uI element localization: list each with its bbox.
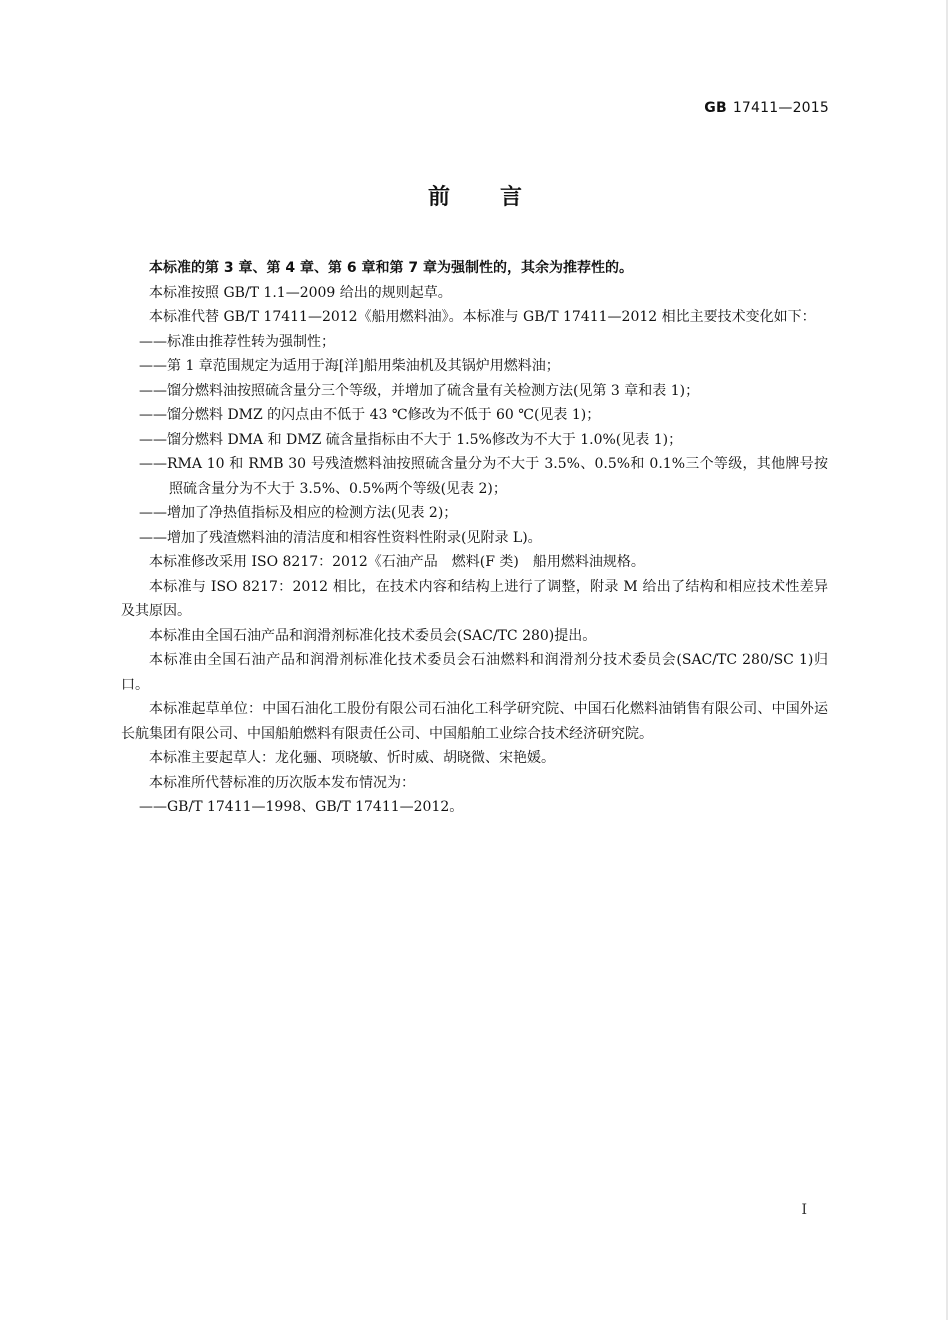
- paragraph: 本标准由全国石油产品和润滑剂标准化技术委员会(SAC/TC 280)提出。: [149, 627, 597, 644]
- paragraph: 本标准的第 3 章、第 4 章、第 6 章和第 7 章为强制性的，其余为推荐性的。: [149, 260, 633, 276]
- list-item: ——标准由推荐性转为强制性；: [139, 333, 335, 350]
- paragraph: 本标准按照 GB/T 1.1—2009 给出的规则起草。: [149, 284, 452, 301]
- paragraph: 本标准修改采用 ISO 8217：2012《石油产品 燃料(F 类) 船用燃料油规格。: [149, 554, 645, 570]
- page-number: I: [801, 1202, 807, 1218]
- list-item: ——第 1 章范围规定为适用于海[洋]船用柴油机及其锅炉用燃料油；: [139, 358, 560, 374]
- standard-prefix: GB: [704, 100, 727, 116]
- list-item: ——馏分燃料油按照硫含量分三个等级，并增加了硫含量有关检测方法(见第 3 章和表 1)；: [139, 382, 700, 399]
- paragraph: 本标准由全国石油产品和润滑剂标准化技术委员会石油燃料和润滑剂分技术委员会(SAC/TC 280/SC 1)归口。: [121, 652, 828, 693]
- paragraph: 本标准主要起草人：龙化骊、项晓敏、忻时威、胡晓微、宋艳媛。: [149, 750, 555, 766]
- foreword-body: [121, 256, 828, 820]
- paragraph: 本标准代替 GB/T 17411—2012《船用燃料油》。本标准与 GB/T 17411—2012 相比主要技术变化如下：: [149, 309, 816, 325]
- paragraph: 本标准起草单位：中国石油化工股份有限公司石油化工科学研究院、中国石化燃料油销售有限公司、中国外运长航集团有限公司、中国船舶燃料有限责任公司、中国船舶工业综合技术经济研究院。: [121, 701, 828, 742]
- standard-number: 17411—2015: [732, 100, 829, 116]
- standard-header: [704, 100, 829, 116]
- list-item: ——GB/T 17411—1998、GB/T 17411—2012。: [139, 799, 464, 815]
- paragraph: 本标准与 ISO 8217：2012 相比，在技术内容和结构上进行了调整，附录 M 给出了结构和相应技术性差异及其原因。: [121, 578, 828, 619]
- list-item: ——增加了净热值指标及相应的检测方法(见表 2)；: [139, 505, 458, 521]
- list-item: ——RMA 10 和 RMB 30 号残渣燃料油按照硫含量分为不大于 3.5%、0.5%和 0.1%三个等级，其他牌号按照硫含量分为不大于 3.5%、0.5%两个等级(见表 2)；: [139, 456, 828, 497]
- page-title: 前言: [427, 185, 572, 210]
- list-item: ——增加了残渣燃料油的清洁度和相容性资料性附录(见附录 L)。: [139, 529, 542, 546]
- list-item: ——馏分燃料 DMZ 的闪点由不低于 43 ℃修改为不低于 60 ℃(见表 1)；: [139, 407, 601, 423]
- paragraph: 本标准所代替标准的历次版本发布情况为：: [149, 774, 415, 791]
- list-item: ——馏分燃料 DMA 和 DMZ 硫含量指标由不大于 1.5%修改为不大于 1.0%(见表 1)；: [139, 431, 683, 448]
